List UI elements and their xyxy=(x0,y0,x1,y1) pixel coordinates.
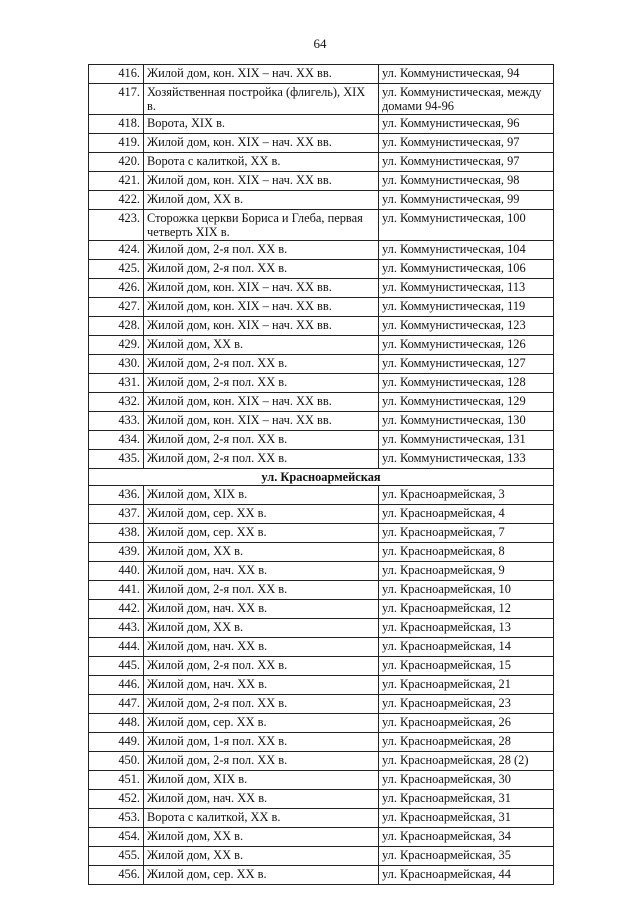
heritage-registry-table xyxy=(88,64,554,885)
object-description: Жилой дом, 1-я пол. XX в. xyxy=(144,733,379,752)
object-description: Жилой дом, кон. XIX – нач. XX вв. xyxy=(144,393,379,412)
row-number: 437. xyxy=(89,505,144,524)
table-row xyxy=(89,714,554,733)
object-description: Жилой дом, кон. XIX – нач. XX вв. xyxy=(144,279,379,298)
table-row xyxy=(89,241,554,260)
object-address: ул. Коммунистическая, 129 xyxy=(379,393,554,412)
object-description: Жилой дом, 2-я пол. XX в. xyxy=(144,260,379,279)
object-address: ул. Красноармейская, 31 xyxy=(379,790,554,809)
table-row xyxy=(89,847,554,866)
object-address: ул. Красноармейская, 4 xyxy=(379,505,554,524)
row-number: 447. xyxy=(89,695,144,714)
object-address: ул. Коммунистическая, 126 xyxy=(379,336,554,355)
row-number: 456. xyxy=(89,866,144,885)
table-row xyxy=(89,733,554,752)
table-row xyxy=(89,317,554,336)
object-address: ул. Коммунистическая, 106 xyxy=(379,260,554,279)
object-description: Жилой дом, кон. XIX – нач. XX вв. xyxy=(144,134,379,153)
table-row xyxy=(89,828,554,847)
row-number: 423. xyxy=(89,210,144,241)
table-row xyxy=(89,562,554,581)
row-number: 416. xyxy=(89,65,144,84)
table-row xyxy=(89,279,554,298)
row-number: 453. xyxy=(89,809,144,828)
object-description: Жилой дом, кон. XIX – нач. XX вв. xyxy=(144,298,379,317)
table-row xyxy=(89,524,554,543)
object-address: ул. Красноармейская, 9 xyxy=(379,562,554,581)
object-address: ул. Коммунистическая, 127 xyxy=(379,355,554,374)
object-description: Жилой дом, XX в. xyxy=(144,619,379,638)
row-number: 443. xyxy=(89,619,144,638)
object-description: Жилой дом, XX в. xyxy=(144,336,379,355)
object-address: ул. Красноармейская, 31 xyxy=(379,809,554,828)
object-address: ул. Красноармейская, 21 xyxy=(379,676,554,695)
object-address: ул. Красноармейская, 15 xyxy=(379,657,554,676)
table-row xyxy=(89,210,554,241)
object-address: ул. Красноармейская, 8 xyxy=(379,543,554,562)
object-address: ул. Коммунистическая, 100 xyxy=(379,210,554,241)
row-number: 450. xyxy=(89,752,144,771)
registry-body xyxy=(89,65,554,885)
section-title: ул. Красноармейская xyxy=(89,469,554,486)
row-number: 448. xyxy=(89,714,144,733)
row-number: 435. xyxy=(89,450,144,469)
object-address: ул. Коммунистическая, 97 xyxy=(379,153,554,172)
object-address: ул. Коммунистическая, 98 xyxy=(379,172,554,191)
table-row xyxy=(89,657,554,676)
object-description: Жилой дом, XIX в. xyxy=(144,771,379,790)
row-number: 446. xyxy=(89,676,144,695)
table-row xyxy=(89,84,554,115)
object-address: ул. Красноармейская, 44 xyxy=(379,866,554,885)
object-address: ул. Красноармейская, 30 xyxy=(379,771,554,790)
row-number: 455. xyxy=(89,847,144,866)
object-address: ул. Красноармейская, 14 xyxy=(379,638,554,657)
object-description: Жилой дом, нач. XX в. xyxy=(144,600,379,619)
object-address: ул. Красноармейская, 12 xyxy=(379,600,554,619)
object-description: Жилой дом, 2-я пол. XX в. xyxy=(144,431,379,450)
row-number: 432. xyxy=(89,393,144,412)
table-row xyxy=(89,486,554,505)
object-description: Жилой дом, кон. XIX – нач. XX вв. xyxy=(144,172,379,191)
object-description: Ворота с калиткой, XX в. xyxy=(144,809,379,828)
row-number: 430. xyxy=(89,355,144,374)
object-description: Сторожка церкви Бориса и Глеба, первая четверть XIX в. xyxy=(144,210,379,241)
object-address: ул. Коммунистическая, 94 xyxy=(379,65,554,84)
object-description: Жилой дом, кон. XIX – нач. XX вв. xyxy=(144,412,379,431)
object-description: Жилой дом, 2-я пол. XX в. xyxy=(144,581,379,600)
page-number: 64 xyxy=(313,36,327,51)
row-number: 454. xyxy=(89,828,144,847)
object-address: ул. Красноармейская, 28 (2) xyxy=(379,752,554,771)
object-description: Жилой дом, XX в. xyxy=(144,543,379,562)
object-description: Жилой дом, нач. XX в. xyxy=(144,676,379,695)
table-row xyxy=(89,172,554,191)
table-row xyxy=(89,790,554,809)
row-number: 417. xyxy=(89,84,144,115)
table-row xyxy=(89,771,554,790)
table-row xyxy=(89,65,554,84)
table-row xyxy=(89,600,554,619)
object-address: ул. Коммунистическая, 96 xyxy=(379,115,554,134)
table-row xyxy=(89,431,554,450)
object-address: ул. Коммунистическая, 104 xyxy=(379,241,554,260)
row-number: 440. xyxy=(89,562,144,581)
table-row xyxy=(89,695,554,714)
object-description: Жилой дом, кон. XIX – нач. XX вв. xyxy=(144,317,379,336)
row-number: 441. xyxy=(89,581,144,600)
row-number: 442. xyxy=(89,600,144,619)
row-number: 452. xyxy=(89,790,144,809)
object-description: Жилой дом, сер. XX в. xyxy=(144,866,379,885)
table-row xyxy=(89,153,554,172)
object-address: ул. Красноармейская, 28 xyxy=(379,733,554,752)
table-row xyxy=(89,619,554,638)
object-address: ул. Коммунистическая, 130 xyxy=(379,412,554,431)
table-row xyxy=(89,355,554,374)
row-number: 428. xyxy=(89,317,144,336)
row-number: 419. xyxy=(89,134,144,153)
object-description: Жилой дом, XX в. xyxy=(144,828,379,847)
row-number: 418. xyxy=(89,115,144,134)
object-description: Жилой дом, 2-я пол. XX в. xyxy=(144,374,379,393)
object-address: ул. Коммунистическая, 113 xyxy=(379,279,554,298)
object-address: ул. Красноармейская, 3 xyxy=(379,486,554,505)
table-row xyxy=(89,298,554,317)
row-number: 449. xyxy=(89,733,144,752)
object-description: Жилой дом, 2-я пол. XX в. xyxy=(144,241,379,260)
object-description: Жилой дом, XX в. xyxy=(144,847,379,866)
object-description: Жилой дом, 2-я пол. XX в. xyxy=(144,657,379,676)
table-row xyxy=(89,505,554,524)
object-address: ул. Коммунистическая, 131 xyxy=(379,431,554,450)
table-row xyxy=(89,336,554,355)
table-row xyxy=(89,866,554,885)
object-description: Жилой дом, кон. XIX – нач. XX вв. xyxy=(144,65,379,84)
object-address: ул. Красноармейская, 23 xyxy=(379,695,554,714)
object-description: Жилой дом, XIX в. xyxy=(144,486,379,505)
object-description: Жилой дом, 2-я пол. XX в. xyxy=(144,752,379,771)
row-number: 429. xyxy=(89,336,144,355)
object-address: ул. Коммунистическая, между домами 94-96 xyxy=(379,84,554,115)
object-description: Жилой дом, нач. XX в. xyxy=(144,790,379,809)
table-row xyxy=(89,115,554,134)
object-description: Жилой дом, сер. XX в. xyxy=(144,505,379,524)
object-description: Жилой дом, XX в. xyxy=(144,191,379,210)
table-row xyxy=(89,450,554,469)
table-row xyxy=(89,543,554,562)
row-number: 427. xyxy=(89,298,144,317)
row-number: 426. xyxy=(89,279,144,298)
section-header-row xyxy=(89,469,554,486)
row-number: 424. xyxy=(89,241,144,260)
row-number: 431. xyxy=(89,374,144,393)
object-address: ул. Красноармейская, 34 xyxy=(379,828,554,847)
table-row xyxy=(89,809,554,828)
row-number: 434. xyxy=(89,431,144,450)
object-address: ул. Коммунистическая, 123 xyxy=(379,317,554,336)
object-address: ул. Красноармейская, 7 xyxy=(379,524,554,543)
object-address: ул. Красноармейская, 13 xyxy=(379,619,554,638)
object-description: Ворота с калиткой, XX в. xyxy=(144,153,379,172)
table-row xyxy=(89,191,554,210)
object-address: ул. Красноармейская, 35 xyxy=(379,847,554,866)
table-row xyxy=(89,134,554,153)
object-description: Жилой дом, 2-я пол. XX в. xyxy=(144,695,379,714)
object-description: Жилой дом, сер. XX в. xyxy=(144,714,379,733)
row-number: 438. xyxy=(89,524,144,543)
table-row xyxy=(89,676,554,695)
table-row xyxy=(89,581,554,600)
object-description: Жилой дом, нач. XX в. xyxy=(144,562,379,581)
row-number: 444. xyxy=(89,638,144,657)
row-number: 451. xyxy=(89,771,144,790)
object-description: Жилой дом, 2-я пол. XX в. xyxy=(144,450,379,469)
object-description: Ворота, XIX в. xyxy=(144,115,379,134)
object-description: Жилой дом, сер. XX в. xyxy=(144,524,379,543)
object-address: ул. Красноармейская, 26 xyxy=(379,714,554,733)
object-address: ул. Коммунистическая, 119 xyxy=(379,298,554,317)
row-number: 421. xyxy=(89,172,144,191)
object-description: Жилой дом, 2-я пол. XX в. xyxy=(144,355,379,374)
table-row xyxy=(89,638,554,657)
object-address: ул. Коммунистическая, 99 xyxy=(379,191,554,210)
row-number: 422. xyxy=(89,191,144,210)
object-description: Жилой дом, нач. XX в. xyxy=(144,638,379,657)
table-row xyxy=(89,393,554,412)
table-row xyxy=(89,412,554,431)
object-description: Хозяйственная постройка (флигель), XIX в. xyxy=(144,84,379,115)
table-row xyxy=(89,374,554,393)
table-row xyxy=(89,752,554,771)
row-number: 439. xyxy=(89,543,144,562)
object-address: ул. Коммунистическая, 97 xyxy=(379,134,554,153)
row-number: 433. xyxy=(89,412,144,431)
row-number: 425. xyxy=(89,260,144,279)
object-address: ул. Коммунистическая, 133 xyxy=(379,450,554,469)
row-number: 436. xyxy=(89,486,144,505)
object-address: ул. Коммунистическая, 128 xyxy=(379,374,554,393)
object-address: ул. Красноармейская, 10 xyxy=(379,581,554,600)
table-row xyxy=(89,260,554,279)
row-number: 420. xyxy=(89,153,144,172)
row-number: 445. xyxy=(89,657,144,676)
